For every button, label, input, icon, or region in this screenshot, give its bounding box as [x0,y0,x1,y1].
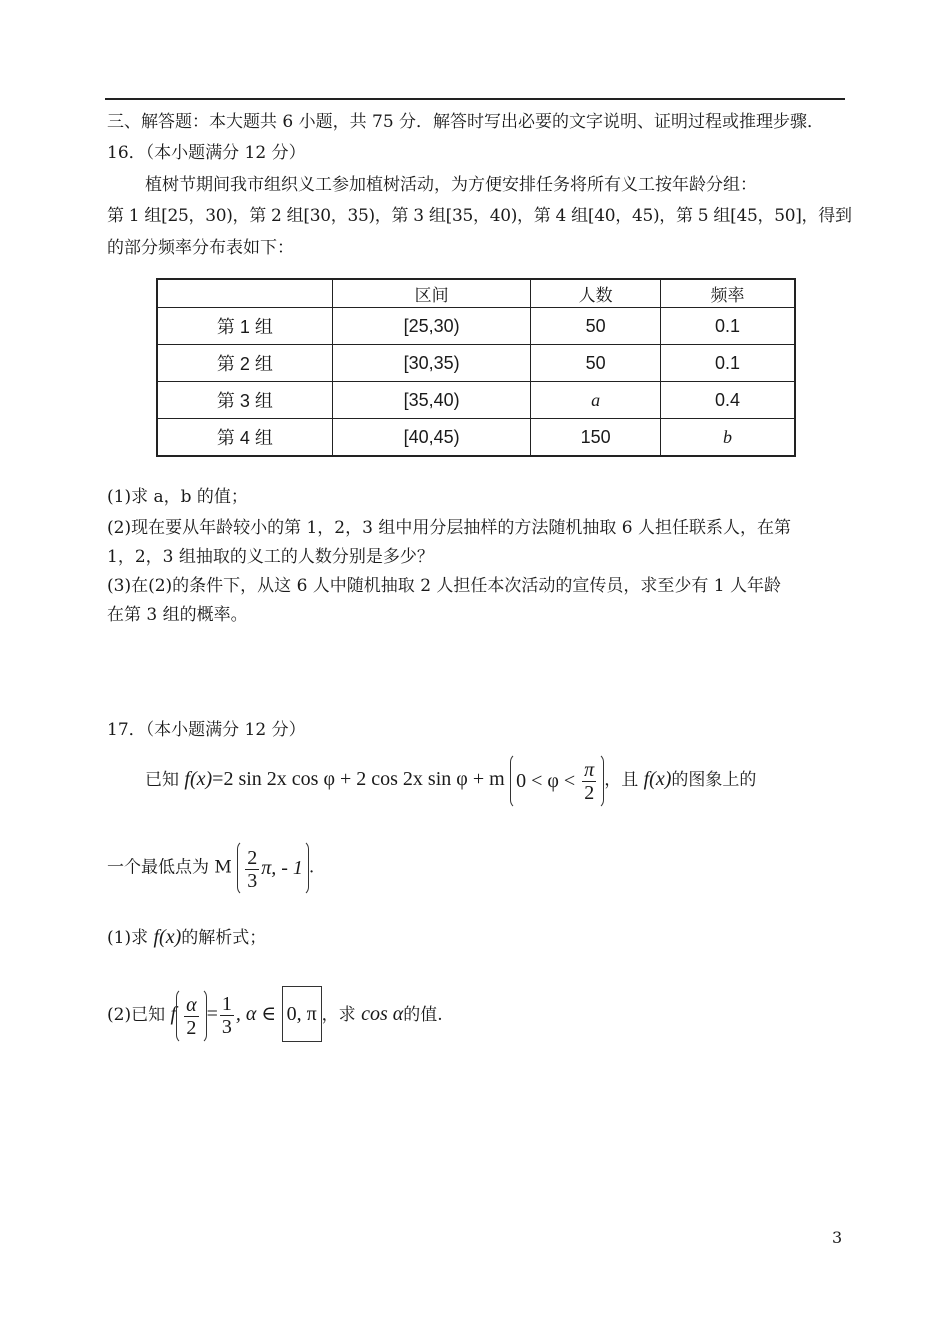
header-blank [157,279,332,308]
interval-0-pi: 0, π [282,986,322,1042]
cos-alpha: cos α [361,1003,404,1025]
part2-prefix: (2)已知 [107,1005,166,1025]
point-m [237,840,309,896]
section-header: 三、解答题：本大题共 6 小题，共 75 分．解答时写出必要的文字说明、证明过程或推理步骤． [107,112,825,132]
q16-part1: (1)求 a，b 的值； [107,487,248,507]
two-thirds [245,847,259,892]
freq-cell: 0.4 [660,382,795,419]
period: . [308,857,315,878]
cond-left: 0 < φ < [516,769,576,792]
q17-part2-line: (2)已知 f $\frac{\alpha}{2}$ = $\frac{1}{3}$ , α ∈ 0, π ，求 cos α的值. [107,986,443,1044]
given-prefix: 已知 [145,770,179,790]
header-count: 人数 [531,279,661,308]
interval-cell: [35,40) [332,382,530,419]
m-den: 3 [247,869,258,892]
q16-part2-line1: (2)现在要从年龄较小的第 1，2，3 组中用分层抽样的方法随机抽取 6 人担任联系人，在第 [107,518,791,538]
q16-intro-2: 第 1 组[25，30)，第 2 组[30，35)，第 3 组[35，40)，第 4 组[40，45)，第 5 组[45，50]，得到 [107,206,852,226]
table-row [157,345,795,382]
freq-cell: 0.1 [660,345,795,382]
and-text: ，且 [604,770,639,790]
interval-cell: [40,45) [332,419,530,457]
domain-text: , α ∈ [235,1003,277,1025]
table-row [157,308,795,345]
part1-suffix: 的解析式； [181,928,267,948]
pi-num: π [584,759,595,782]
ask-text: ，求 [321,1005,356,1025]
phi-condition [510,753,604,809]
ask-suffix: 的值. [403,1005,443,1025]
header-interval: 区间 [332,279,530,308]
q16-part3-line2: 在第 3 组的概率。 [107,605,248,625]
pi-over-2 [582,759,596,804]
one-num: 1 [221,993,232,1015]
q16-intro-1: 植树节期间我市组织义工参加植树活动，为方便安排任务将所有义工按年龄分组： [145,175,757,195]
three-den: 3 [221,1016,232,1038]
q16-intro-3: 的部分频率分布表如下： [107,238,294,258]
count-cell: 150 [531,419,661,457]
func-lhs-3: f(x) [153,926,182,948]
table-row [157,382,795,419]
m-num: 2 [247,846,258,869]
frequency-table [156,278,796,457]
table-header-row [157,279,795,308]
group-cell: 第 4 组 [157,419,332,457]
func-lhs-2: f(x) [643,768,672,790]
top-rule [105,98,845,100]
q17-part1-line [107,922,266,953]
func-lhs: f(x) [184,768,213,790]
two-den: 2 [584,782,595,805]
q16-title: 16．（本小题满分 12 分） [107,143,306,163]
group-cell: 第 2 组 [157,345,332,382]
q17-given-line [145,752,756,809]
interval-cell: [25,30) [332,308,530,345]
table-row [157,419,795,457]
lowpoint-text: 一个最低点为 M [107,857,232,878]
q16-part3-line1: (3)在(2)的条件下，从这 6 人中随机抽取 2 人担任本次活动的宣传员，求至少有 1 人年龄 [107,576,782,596]
one-third [220,993,234,1038]
interval-cell: [30,35) [332,345,530,382]
count-cell: 50 [531,345,661,382]
count-cell: 50 [531,308,661,345]
alpha-den: 2 [186,1017,197,1040]
graph-text: 的图象上的 [671,770,757,790]
part1-prefix: (1)求 [107,928,149,948]
count-cell: a [531,382,661,419]
freq-cell: b [660,419,795,457]
q17-title: 17．（本小题满分 12 分） [107,720,306,740]
page-number: 3 [832,1228,843,1247]
alpha-num: α [186,994,197,1017]
alpha-over-2 [176,988,207,1044]
func-rhs: =2 sin 2x cos φ + 2 cos 2x sin φ + m [212,768,505,790]
m-rest: π, - 1 [261,857,303,879]
q16-part2-line2: 1，2，3 组抽取的义工的人数分别是多少？ [107,547,434,567]
group-cell: 第 3 组 [157,382,332,419]
q17-lowpoint-line [107,840,314,896]
freq-cell: 0.1 [660,308,795,345]
header-freq: 频率 [660,279,795,308]
group-cell: 第 1 组 [157,308,332,345]
